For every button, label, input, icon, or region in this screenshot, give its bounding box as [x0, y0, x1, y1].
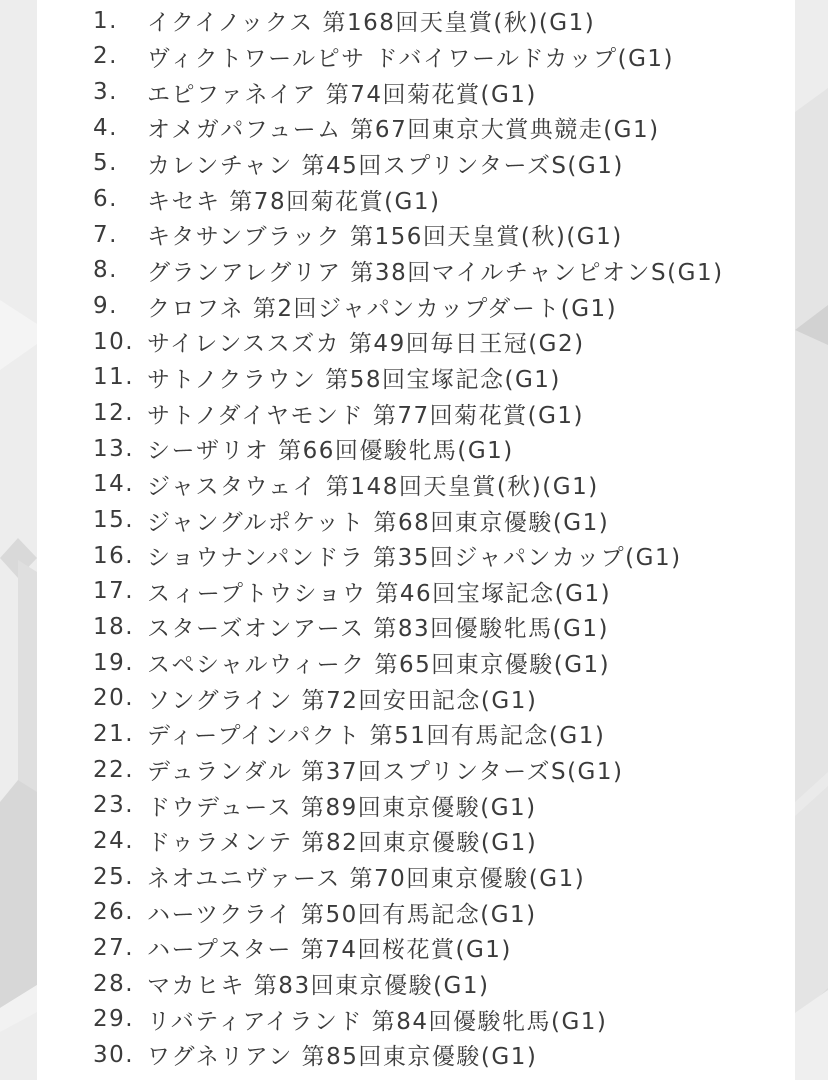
list-item-text: マカヒキ 第83回東京優駿(G1) — [147, 973, 490, 1000]
list-item-number: 10. — [93, 328, 135, 355]
list-item-text: クロフネ 第2回ジャパンカップダート(G1) — [147, 295, 618, 322]
list-item-text: サトノクラウン 第58回宝塚記念(G1) — [147, 366, 561, 393]
list-item-text: リバティアイランド 第84回優駿牝馬(G1) — [147, 1008, 608, 1035]
list-item-text: キセキ 第78回菊花賞(G1) — [147, 188, 441, 215]
list-item-text: ソングライン 第72回安田記念(G1) — [147, 687, 538, 714]
list-item-number: 29. — [93, 1006, 135, 1033]
list-item — [93, 859, 792, 895]
list-item-number: 27. — [93, 934, 135, 961]
list-item — [93, 181, 792, 217]
list-item — [93, 360, 792, 396]
list-item — [93, 645, 792, 681]
list-item-number: 19. — [93, 649, 135, 676]
list-item-number: 3. — [93, 79, 118, 106]
list-item-text: ワグネリアン 第85回東京優駿(G1) — [147, 1044, 538, 1071]
list-item — [93, 823, 792, 859]
list-item-text: ジャングルポケット 第68回東京優駿(G1) — [147, 509, 610, 536]
list-item — [93, 431, 792, 467]
list-item-text: カレンチャン 第45回スプリンターズS(G1) — [147, 152, 624, 179]
list-item — [93, 787, 792, 823]
list-item — [93, 716, 792, 752]
list-item-text: ドウデュース 第89回東京優駿(G1) — [147, 794, 537, 821]
list-item-number: 5. — [93, 150, 118, 177]
list-item — [93, 1001, 792, 1037]
list-item-number: 12. — [93, 400, 135, 427]
list-item-text: デュランダル 第37回スプリンターズS(G1) — [147, 759, 624, 786]
list-item-text: ハーツクライ 第50回有馬記念(G1) — [147, 901, 537, 928]
list-item-number: 17. — [93, 578, 135, 605]
list-item-number: 21. — [93, 720, 135, 747]
list-item-number: 4. — [93, 114, 118, 141]
list-item-number: 7. — [93, 221, 118, 248]
list-item — [93, 538, 792, 574]
list-item — [93, 1037, 792, 1073]
list-item-text: スィープトウショウ 第46回宝塚記念(G1) — [147, 580, 612, 607]
list-item-number: 1. — [93, 7, 118, 34]
list-item-number: 23. — [93, 792, 135, 819]
list-item-text: スペシャルウィーク 第65回東京優駿(G1) — [147, 652, 611, 679]
list-item — [93, 930, 792, 966]
list-item — [93, 110, 792, 146]
list-item — [93, 752, 792, 788]
decor-facet-mid — [795, 0, 828, 1080]
list-item — [93, 253, 792, 289]
list-item-number: 15. — [93, 507, 135, 534]
list-item — [93, 680, 792, 716]
list-item-text: イクイノックス 第168回天皇賞(秋)(G1) — [147, 10, 596, 37]
list-item-text: キタサンブラック 第156回天皇賞(秋)(G1) — [147, 224, 623, 251]
list-item-text: ドゥラメンテ 第82回東京優駿(G1) — [147, 830, 538, 857]
list-item — [93, 217, 792, 253]
list-item-text: スターズオンアース 第83回優駿牝馬(G1) — [147, 616, 609, 643]
list-item — [93, 288, 792, 324]
list-item — [93, 146, 792, 182]
list-item — [93, 3, 792, 39]
list-item-number: 25. — [93, 863, 135, 890]
list-item-text: グランアレグリア 第38回マイルチャンピオンS(G1) — [147, 259, 724, 286]
list-item — [93, 324, 792, 360]
list-item-number: 16. — [93, 542, 135, 569]
list-item-number: 9. — [93, 293, 118, 320]
list-item-number: 20. — [93, 685, 135, 712]
list-item-number: 2. — [93, 43, 118, 70]
list-item — [93, 502, 792, 538]
race-list — [93, 3, 792, 1073]
list-item-text: ハープスター 第74回桜花賞(G1) — [147, 937, 512, 964]
list-item-text: シーザリオ 第66回優駿牝馬(G1) — [147, 438, 514, 465]
list-item — [93, 395, 792, 431]
list-item — [93, 894, 792, 930]
list-item-number: 18. — [93, 613, 135, 640]
list-item-number: 26. — [93, 899, 135, 926]
list-item — [93, 574, 792, 610]
list-item-number: 22. — [93, 756, 135, 783]
list-item-number: 14. — [93, 471, 135, 498]
list-item-number: 11. — [93, 364, 135, 391]
list-item — [93, 39, 792, 75]
left-decor-strip — [0, 0, 37, 1080]
list-item-text: ジャスタウェイ 第148回天皇賞(秋)(G1) — [147, 473, 599, 500]
list-item — [93, 609, 792, 645]
list-item — [93, 966, 792, 1002]
list-item-number: 30. — [93, 1041, 135, 1068]
list-item-number: 28. — [93, 970, 135, 997]
list-item — [93, 467, 792, 503]
list-item-text: エピファネイア 第74回菊花賞(G1) — [147, 81, 537, 108]
list-item-text: ショウナンパンドラ 第35回ジャパンカップ(G1) — [147, 545, 682, 572]
list-item-text: オメガパフューム 第67回東京大賞典競走(G1) — [147, 117, 660, 144]
list-item-text: サイレンススズカ 第49回毎日王冠(G2) — [147, 331, 585, 358]
list-item-number: 6. — [93, 186, 118, 213]
list-item-number: 8. — [93, 257, 118, 284]
list-item-number: 13. — [93, 435, 135, 462]
list-item-text: サトノダイヤモンド 第77回菊花賞(G1) — [147, 402, 585, 429]
list-item-text: ディープインパクト 第51回有馬記念(G1) — [147, 723, 606, 750]
list-item-number: 24. — [93, 827, 135, 854]
right-decor-strip — [795, 0, 828, 1080]
list-item-text: ヴィクトワールピサ ドバイワールドカップ(G1) — [147, 45, 675, 72]
list-item — [93, 74, 792, 110]
list-item-text: ネオユニヴァース 第70回東京優駿(G1) — [147, 866, 586, 893]
